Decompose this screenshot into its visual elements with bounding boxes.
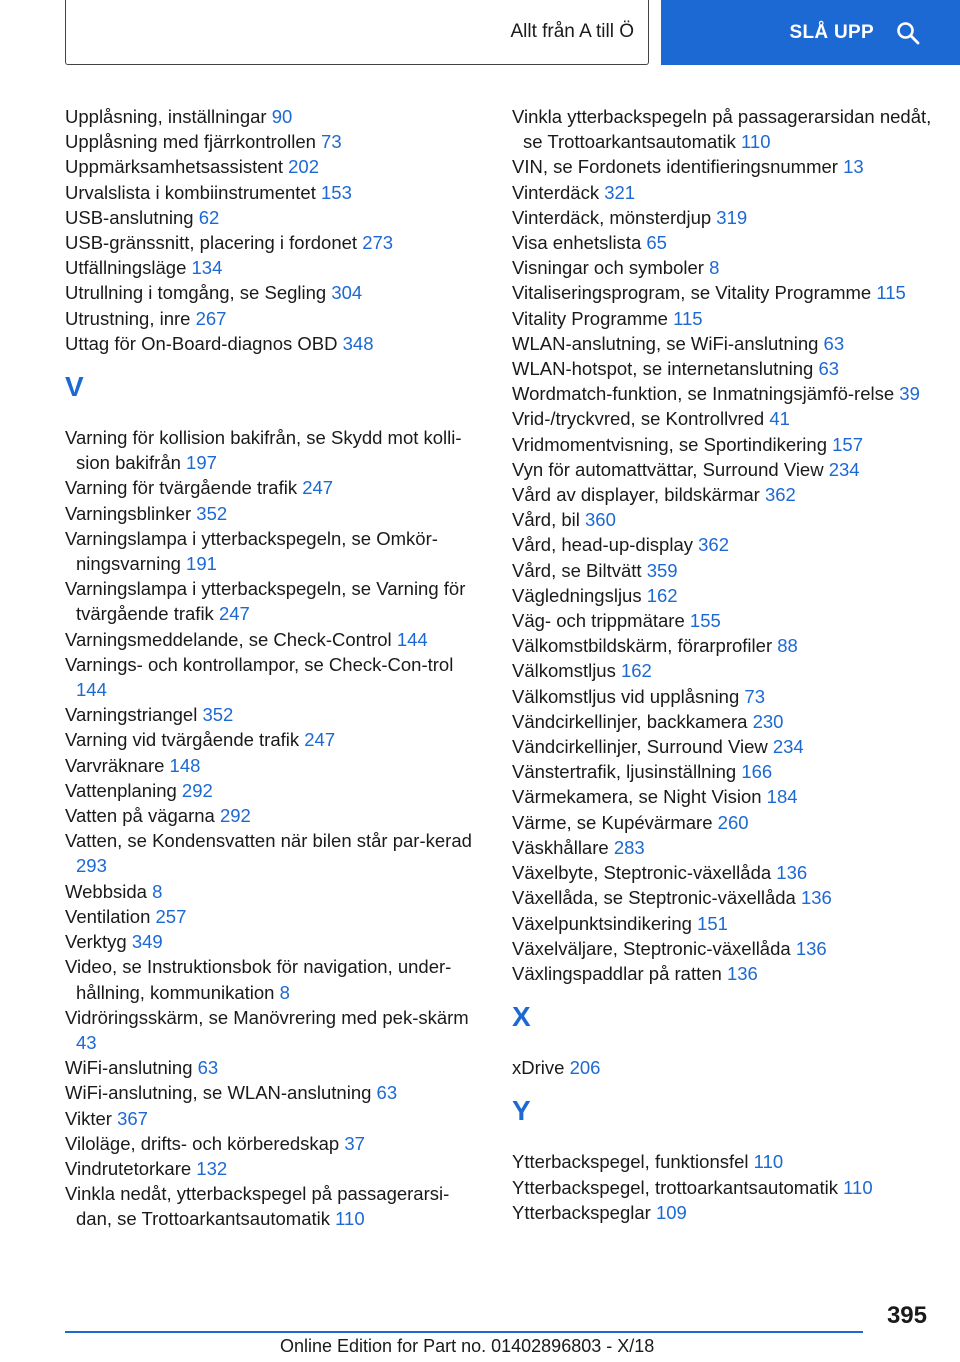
index-page-link[interactable]: 144 (396, 628, 428, 650)
index-entry-text: Vård, bil (512, 509, 580, 531)
index-entry-text: WiFi-anslutning, se WLAN-anslutning (65, 1082, 372, 1104)
index-page-link[interactable]: 65 (646, 232, 667, 254)
index-page-link[interactable]: 352 (196, 502, 228, 524)
index-entry (65, 828, 485, 878)
index-entry (512, 608, 932, 633)
index-page-link[interactable]: 273 (362, 232, 394, 254)
index-entry (512, 860, 932, 885)
index-entry-text: Vinterdäck, mönsterdjup (512, 206, 712, 228)
index-entry-text: Varning för kollision bakifrån, se Skydd mot kolli-sion bakifrån (65, 427, 462, 474)
index-entry (65, 104, 485, 129)
index-page-link[interactable]: 136 (726, 962, 758, 984)
index-page-link[interactable]: 132 (196, 1157, 228, 1179)
index-column-left (65, 104, 485, 1232)
index-page-link[interactable]: 63 (823, 332, 845, 354)
index-entry-text: xDrive (512, 1057, 565, 1079)
index-page-link[interactable]: 39 (899, 383, 920, 405)
index-entry (512, 180, 932, 205)
index-entry-text: Wordmatch-funktion, se Inmatningsjämfö-relse (512, 383, 895, 405)
index-page-link[interactable]: 202 (288, 156, 319, 178)
index-entry (512, 1149, 932, 1174)
index-page-link[interactable]: 162 (620, 660, 652, 682)
index-entry-text: Vändcirkellinjer, backkamera (512, 710, 748, 732)
index-entry (65, 576, 485, 626)
index-entry-text: Vikter (65, 1107, 112, 1129)
index-entry (512, 835, 932, 860)
index-entry (512, 255, 932, 280)
index-entry (65, 904, 485, 929)
index-letter-v: V (65, 371, 84, 403)
index-page-link[interactable]: 43 (76, 1031, 97, 1053)
index-entry (512, 306, 932, 331)
index-entry (65, 803, 485, 828)
index-entry-text: Vridmomentvisning, se Sportindikering (512, 433, 827, 455)
index-page-link[interactable]: 109 (655, 1201, 687, 1223)
index-entry (65, 154, 485, 179)
index-group-v-continued (512, 104, 932, 986)
index-entry (512, 633, 932, 658)
index-entry (512, 759, 932, 784)
index-entry-text: Varningsblinker (65, 502, 192, 524)
index-page-link[interactable]: 367 (117, 1107, 148, 1129)
index-entry-text: Vidröringsskärm, se Manövrering med pek-skärm (65, 1006, 469, 1028)
index-entry-text: WLAN-anslutning, se WiFi-anslutning (512, 332, 819, 354)
index-entry-text: Vägledningsljus (512, 584, 642, 606)
index-letter-x: X (512, 1001, 531, 1033)
index-page-link[interactable]: 41 (769, 408, 790, 430)
index-page-link[interactable]: 151 (697, 912, 728, 934)
index-page-link[interactable]: 267 (195, 307, 227, 329)
index-entry (65, 753, 485, 778)
index-page-link[interactable]: 63 (376, 1082, 398, 1104)
index-entry-text: Växlingspaddlar på ratten (512, 962, 722, 984)
index-entry (512, 507, 932, 532)
index-entry (65, 929, 485, 954)
index-page-link[interactable]: 293 (76, 855, 107, 877)
index-page-link[interactable]: 359 (646, 559, 678, 581)
index-entry-text: VIN, se Fordonets identifieringsnummer (512, 156, 838, 178)
index-entry-text: Växelbyte, Steptronic-växellåda (512, 862, 772, 884)
index-page-link[interactable]: 166 (741, 761, 773, 783)
index-entry (512, 406, 932, 431)
footer-divider (65, 1331, 863, 1333)
index-entry-text: Vitality Programme (512, 307, 668, 329)
index-page-link[interactable]: 153 (321, 181, 352, 203)
index-entry (512, 1175, 932, 1200)
index-page-link[interactable]: 13 (843, 156, 864, 178)
index-entry-text: Upplåsning med fjärrkontrollen (65, 131, 316, 153)
index-page-link[interactable]: 283 (613, 836, 645, 858)
index-entry (65, 1080, 485, 1105)
index-entry-text: Växelväljare, Steptronic-växellåda (512, 937, 791, 959)
index-page-link[interactable]: 304 (331, 282, 363, 304)
index-entry-text: Vinterdäck (512, 181, 600, 203)
lookup-button[interactable] (661, 0, 960, 65)
index-entry (65, 954, 485, 1004)
index-page-link[interactable]: 110 (753, 1151, 784, 1173)
index-entry-text: Varningsmeddelande, se Check-Control (65, 628, 392, 650)
index-entry-text: Utrustning, inre (65, 307, 191, 329)
index-page-link[interactable]: 134 (191, 257, 223, 279)
index-entry-text: Vinkla ytterbackspegeln på passagerarsidan nedåt, se Trottoarkantsautomatik (512, 106, 932, 153)
index-entry (65, 652, 485, 702)
index-entry-text: Video, se Instruktionsbok för navigation, under-hållning, kommunikation (65, 956, 452, 1003)
index-entry-text: Vindrutetorkare (65, 1157, 192, 1179)
index-entry (65, 425, 485, 475)
index-page-link[interactable]: 230 (752, 710, 784, 732)
index-entry-text: Urvalslista i kombiinstrumentet (65, 181, 316, 203)
index-entry (512, 784, 932, 809)
index-page-link[interactable]: 234 (772, 736, 804, 758)
index-entry-text: Vård, head-up-display (512, 534, 693, 556)
index-entry (65, 129, 485, 154)
index-page-link[interactable]: 362 (698, 534, 730, 556)
index-entry-text: Ytterbackspegel, trottoarkantsautomatik (512, 1176, 838, 1198)
index-entry-text: Välkomstbildskärm, förarprofiler (512, 635, 773, 657)
index-entry-text: Vatten, se Kondensvatten när bilen står par-kerad (65, 830, 472, 852)
index-page-link[interactable]: 73 (744, 685, 765, 707)
index-entry (65, 778, 485, 803)
index-page-link[interactable]: 319 (716, 206, 748, 228)
index-entry (65, 1131, 485, 1156)
index-page-link[interactable]: 206 (569, 1057, 601, 1079)
index-entry (65, 475, 485, 500)
index-entry-text: Vänstertrafik, ljusinställning (512, 761, 737, 783)
index-entry (512, 331, 932, 356)
index-entry-text: Varvräknare (65, 754, 165, 776)
index-entry-text: Ventilation (65, 905, 151, 927)
index-page-link[interactable]: 115 (673, 307, 703, 329)
index-entry-text: Vård av displayer, bildskärmar (512, 484, 760, 506)
index-group-v (65, 425, 485, 1232)
header-index-tab[interactable] (65, 0, 649, 65)
index-entry-text: Ytterbackspeglar (512, 1201, 651, 1223)
index-entry (512, 154, 932, 179)
index-entry (512, 911, 932, 936)
index-entry (512, 432, 932, 457)
index-entry (65, 205, 485, 230)
index-entry (65, 1156, 485, 1181)
index-entry (65, 306, 485, 331)
index-page-link[interactable]: 8 (152, 880, 163, 902)
index-entry (65, 1055, 485, 1080)
index-entry-text: Värmekamera, se Night Vision (512, 786, 762, 808)
index-entry-text: Välkomstljus (512, 660, 616, 682)
index-entry (65, 180, 485, 205)
index-entry (65, 255, 485, 280)
index-entry-text: Vrid-/tryckvred, se Kontrollvred (512, 408, 765, 430)
index-entry (512, 205, 932, 230)
index-entry (65, 501, 485, 526)
index-page-link[interactable]: 234 (828, 458, 860, 480)
index-entry (512, 104, 932, 154)
index-entry (512, 583, 932, 608)
index-page-link[interactable]: 247 (218, 603, 250, 625)
index-entry (65, 1005, 485, 1055)
index-page-link[interactable]: 247 (304, 729, 336, 751)
index-entry-text: Vyn för automattvättar, Surround View (512, 458, 824, 480)
index-entry (512, 457, 932, 482)
index-entry-text: Uppmärksamhetsassistent (65, 156, 283, 178)
index-entry-text: Väg- och trippmätare (512, 610, 685, 632)
index-page-link[interactable]: 136 (795, 937, 827, 959)
index-entry (65, 702, 485, 727)
index-page-link[interactable]: 362 (764, 484, 796, 506)
index-entry-text: Utfällningsläge (65, 257, 187, 279)
index-page-link[interactable]: 63 (818, 358, 840, 380)
index-page-link[interactable]: 162 (646, 584, 678, 606)
index-page-link[interactable]: 37 (344, 1132, 365, 1154)
index-entry (512, 936, 932, 961)
index-page-link[interactable]: 88 (777, 635, 798, 657)
index-entry (512, 658, 932, 683)
index-entry-text: Ytterbackspegel, funktionsfel (512, 1151, 749, 1173)
index-entry-text: Vinkla nedåt, ytterbackspegel på passagerarsi-dan, se Trottoarkantsautomatik (65, 1183, 450, 1230)
index-entry-text: Växellåda, se Steptronic-växellåda (512, 887, 796, 909)
lookup-button-label: SLÅ UPP (789, 21, 874, 43)
search-icon (896, 21, 920, 45)
index-page-link[interactable]: 184 (766, 786, 798, 808)
index-entry-text: Visa enhetslista (512, 232, 642, 254)
index-page-link[interactable]: 257 (155, 905, 187, 927)
index-page-link[interactable]: 321 (604, 181, 636, 203)
index-entry (512, 810, 932, 835)
index-column-right (512, 104, 932, 1225)
index-entry-text: Varningslampa i ytterbackspegeln, se Omkör-ningsvarning (65, 527, 438, 575)
index-entry (65, 331, 485, 356)
index-page-link[interactable]: 157 (832, 433, 864, 455)
index-entry (65, 879, 485, 904)
index-page-link[interactable]: 110 (335, 1208, 365, 1230)
index-entry (65, 280, 485, 305)
index-page-link[interactable]: 110 (741, 131, 771, 153)
index-entry-text: Varning vid tvärgående trafik (65, 729, 300, 751)
index-entry (65, 1106, 485, 1131)
page-number: 395 (886, 1302, 927, 1329)
index-entry-text: Viloläge, drifts- och körberedskap (65, 1132, 340, 1154)
index-entry-text: Vitaliseringsprogram, se Vitality Programme (512, 282, 872, 304)
index-page-link[interactable]: 292 (181, 779, 213, 801)
index-entry-text: USB-anslutning (65, 206, 194, 228)
index-entry (512, 482, 932, 507)
index-entry-text: Varnings- och kontrollampor, se Check-Con-trol (65, 653, 454, 675)
index-page-link[interactable]: 110 (843, 1176, 873, 1198)
index-page-link[interactable]: 349 (131, 931, 163, 953)
index-entry (512, 709, 932, 734)
index-page-link[interactable]: 73 (321, 131, 342, 153)
index-page-link[interactable]: 148 (169, 754, 201, 776)
index-entry (512, 230, 932, 255)
index-entry (512, 1055, 932, 1080)
index-page-link[interactable]: 260 (717, 811, 749, 833)
index-entry-text: Webbsida (65, 880, 147, 902)
index-page-link[interactable]: 191 (186, 553, 217, 575)
index-page-link[interactable]: 136 (776, 862, 808, 884)
index-entry-text: Utrullning i tomgång, se Segling (65, 282, 327, 304)
index-page-link[interactable]: 90 (271, 106, 293, 127)
index-page-link[interactable]: 136 (800, 887, 832, 909)
index-page-link[interactable]: 352 (202, 704, 234, 726)
index-page-link[interactable]: 62 (198, 206, 220, 228)
index-entry-text: Vattenplaning (65, 779, 177, 801)
index-page-link[interactable]: 8 (709, 257, 720, 279)
index-entry (512, 734, 932, 759)
index-page-link[interactable]: 63 (197, 1057, 219, 1079)
index-entry (65, 1181, 485, 1231)
index-entry (65, 727, 485, 752)
footer-edition: Online Edition for Part no. 01402896803 - X/18 (280, 1336, 655, 1356)
index-entry-text: Uttag för On-Board-diagnos OBD (65, 332, 338, 354)
index-entry-text: Visningar och symboler (512, 257, 704, 279)
index-page-link[interactable]: 144 (76, 679, 107, 701)
index-entry-text: Värme, se Kupévärmare (512, 811, 713, 833)
index-entry-text: Väskhållare (512, 836, 609, 858)
index-page-link[interactable]: 360 (585, 509, 616, 531)
index-entry (512, 381, 932, 406)
index-entry-text: WiFi-anslutning (65, 1057, 193, 1079)
index-group-x (512, 1055, 932, 1080)
index-page-link[interactable]: 292 (219, 805, 251, 827)
index-entry-text: WLAN-hotspot, se internetanslutning (512, 358, 814, 380)
index-entry (512, 684, 932, 709)
index-entry (512, 532, 932, 557)
header-index-label: Allt från A till Ö (510, 21, 634, 42)
index-entry (512, 558, 932, 583)
index-entry (65, 627, 485, 652)
index-entry-text: USB-gränssnitt, placering i fordonet (65, 232, 358, 254)
index-entry-text: Vatten på vägarna (65, 805, 215, 827)
index-page-link[interactable]: 197 (186, 452, 217, 474)
index-page-link[interactable]: 155 (689, 610, 721, 632)
index-entry-text: Vändcirkellinjer, Surround View (512, 736, 768, 758)
index-entry-text: Verktyg (65, 931, 127, 953)
index-group-u (65, 104, 485, 356)
index-entry-text: Varningstriangel (65, 704, 198, 726)
index-page-link[interactable]: 115 (876, 282, 906, 304)
index-letter-y: Y (512, 1095, 531, 1127)
index-entry (512, 961, 932, 986)
index-entry-text: Vård, se Biltvätt (512, 559, 642, 581)
index-entry (65, 230, 485, 255)
index-entry (512, 1200, 932, 1225)
index-entry-text: Upplåsning, inställningar (65, 106, 267, 127)
index-group-y (512, 1149, 932, 1225)
index-entry-text: Växelpunktsindikering (512, 912, 692, 934)
index-entry-text: Varningslampa i ytterbackspegeln, se Varning för tvärgående trafik (65, 578, 466, 625)
index-entry (512, 280, 932, 305)
index-entry (65, 526, 485, 576)
index-entry-text: Varning för tvärgående trafik (65, 477, 298, 499)
index-entry (512, 885, 932, 910)
index-page-link[interactable]: 348 (342, 332, 374, 354)
index-entry (512, 356, 932, 381)
index-entry-text: Välkomstljus vid upplåsning (512, 685, 740, 707)
index-page-link[interactable]: 247 (302, 477, 334, 499)
index-page-link[interactable]: 8 (279, 981, 290, 1003)
